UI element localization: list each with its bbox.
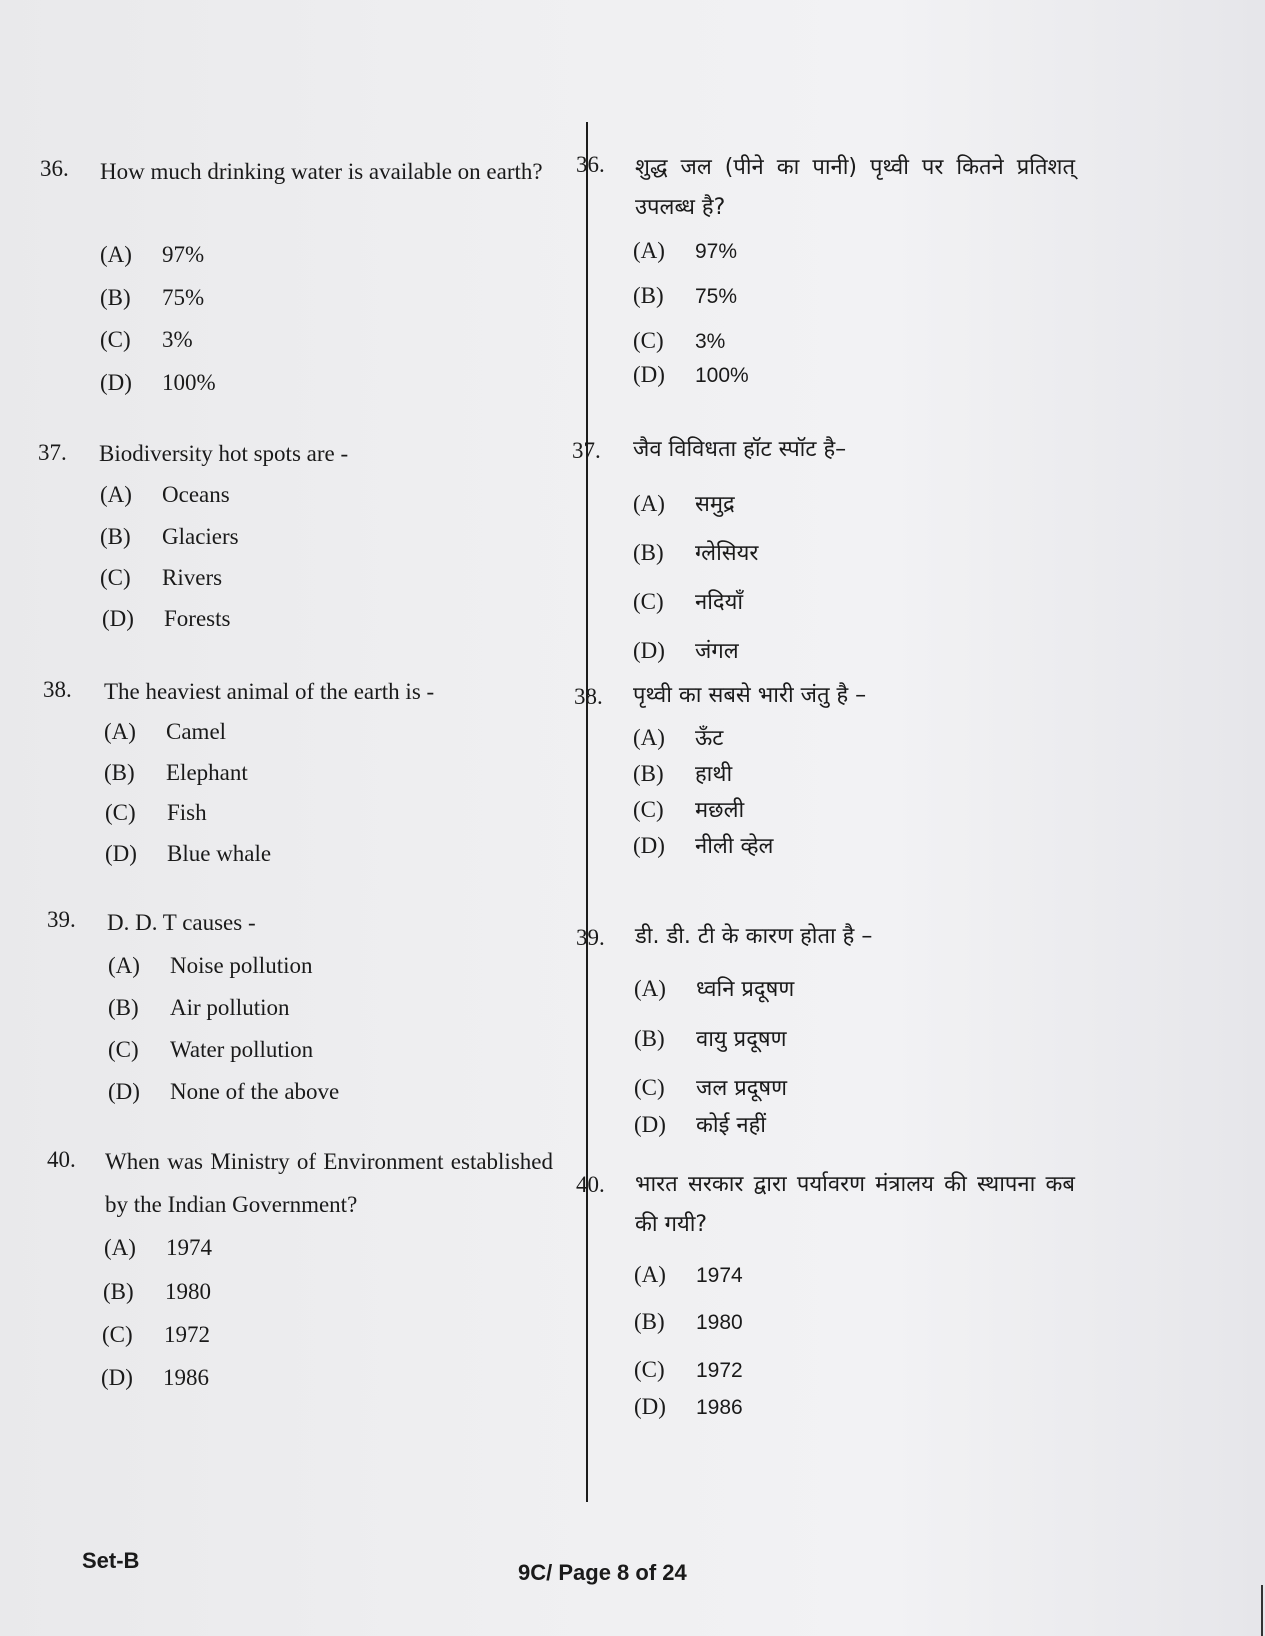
option-d: (D) 100% — [100, 370, 216, 395]
option-d: (D) 1986 — [634, 1394, 743, 1419]
question-number: 37. — [572, 438, 601, 463]
option-d: (D) 100% — [633, 362, 749, 387]
option-c: (C) Rivers — [100, 565, 223, 590]
option-b: (B) 75% — [100, 285, 205, 310]
option-c: (C) 1972 — [102, 1322, 210, 1347]
question-number: 39. — [576, 925, 605, 950]
option-d: (D) 1986 — [101, 1365, 209, 1390]
option-b: (B) वायु प्रदूषण — [634, 1026, 787, 1052]
page-edge-mark — [1261, 1585, 1263, 1636]
option-a: (A) 1974 — [104, 1235, 212, 1260]
question-text: शुद्ध जल (पीने का पानी) पृथ्वी पर कितने प्रतिशत् उपलब्ध है? — [635, 155, 1075, 220]
set-label: Set-B — [82, 1548, 140, 1573]
option-d: (D) Blue whale — [105, 841, 272, 866]
option-a: (A) 97% — [100, 242, 205, 267]
option-a: (A) Camel — [104, 719, 227, 744]
option-c: (C) 1972 — [634, 1357, 743, 1382]
option-d: (D) जंगल — [633, 638, 739, 664]
option-b: (B) ग्लेसियर — [633, 540, 759, 566]
question-text: पृथ्वी का सबसे भारी जंतु है – — [633, 683, 867, 708]
option-c: (C) नदियाँ — [633, 589, 744, 615]
question-text: The heaviest animal of the earth is - — [104, 679, 435, 704]
option-c: (C) 3% — [100, 327, 193, 352]
option-a: (A) ऊँट — [633, 725, 724, 751]
option-a: (A) ध्वनि प्रदूषण — [634, 976, 795, 1002]
question-text: When was Ministry of Environment established by the Indian Government? — [105, 1149, 553, 1217]
question-text: D. D. T causes - — [107, 910, 256, 935]
question-text: जैव विविधता हॉट स्पॉट है– — [633, 437, 847, 462]
question-number: 36. — [40, 156, 69, 181]
question-text: भारत सरकार द्वारा पर्यावरण मंत्रालय की स्थापना कब की गयी? — [635, 1172, 1075, 1237]
column-divider — [586, 122, 588, 1502]
option-b: (B) Air pollution — [108, 995, 290, 1020]
question-number: 38. — [574, 684, 603, 709]
question-number: 36. — [576, 152, 605, 177]
option-b: (B) Glaciers — [100, 524, 239, 549]
option-c: (C) मछली — [633, 797, 745, 823]
option-b: (B) Elephant — [104, 760, 248, 785]
option-d: (D) Forests — [102, 606, 231, 631]
option-a: (A) Noise pollution — [108, 953, 313, 978]
page-number: 9C/ Page 8 of 24 — [518, 1560, 687, 1585]
option-d: (D) कोई नहीं — [634, 1112, 766, 1138]
option-d: (D) नीली व्हेल — [633, 833, 774, 859]
option-b: (B) हाथी — [633, 761, 733, 787]
question-number: 37. — [38, 440, 67, 465]
question-number: 38. — [43, 677, 72, 702]
question-text: Biodiversity hot spots are - — [99, 441, 349, 466]
option-c: (C) 3% — [633, 328, 726, 353]
option-b: (B) 1980 — [634, 1309, 743, 1334]
question-number: 40. — [576, 1172, 605, 1197]
option-a: (A) 97% — [633, 238, 738, 263]
option-a: (A) Oceans — [100, 482, 230, 507]
option-c: (C) Fish — [105, 800, 207, 825]
option-b: (B) 1980 — [103, 1279, 211, 1304]
option-d: (D) None of the above — [108, 1079, 340, 1104]
option-c: (C) जल प्रदूषण — [634, 1075, 788, 1101]
option-a: (A) समुद्र — [633, 491, 735, 517]
option-a: (A) 1974 — [634, 1262, 743, 1287]
option-c: (C) Water pollution — [108, 1037, 314, 1062]
question-number: 40. — [47, 1147, 76, 1172]
question-number: 39. — [47, 907, 76, 932]
option-b: (B) 75% — [633, 283, 738, 308]
question-text: डी. डी. टी के कारण होता है – — [635, 924, 873, 949]
question-text: How much drinking water is available on earth? — [100, 159, 543, 184]
